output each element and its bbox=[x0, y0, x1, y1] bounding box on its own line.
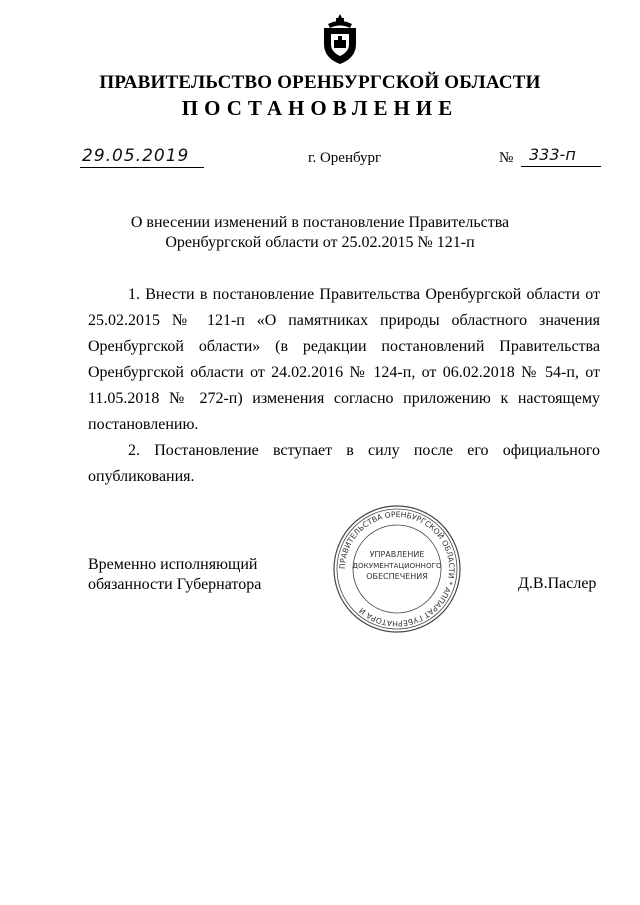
number-sign: № bbox=[499, 150, 514, 166]
signatory-position bbox=[88, 555, 261, 595]
paragraph-1: 1. Внести в постановление Правительства Оренбургской области от 25.02.2015 № 121-п «О памятниках природы областного значения Оренбургской области» (в редакции постановлений Правительства Оренбургской области от 24.02.2016 № 124-п, от 06.02.2018 № 54-п, от 11.05.2018 № 272-п) изменения согласно приложению к настоящему постановлению. bbox=[88, 286, 600, 433]
seal-ring-text: ПРАВИТЕЛЬСТВА ОРЕНБУРГСКОЙ ОБЛАСТИ * АППАРАТ ГУБЕРНАТОРА И bbox=[337, 509, 457, 629]
seal-line-1: УПРАВЛЕНИЕ bbox=[369, 550, 425, 559]
signatory-name: Д.В.Паслер bbox=[518, 575, 597, 592]
position-line-2: обязанности Губернатора bbox=[88, 576, 262, 593]
document-body bbox=[88, 282, 600, 490]
city-label: г. Оренбург bbox=[308, 150, 382, 166]
date-field bbox=[80, 146, 204, 172]
number-underline bbox=[521, 166, 601, 167]
handwritten-date: 29.05.2019 bbox=[82, 146, 190, 166]
document-subject bbox=[0, 213, 640, 253]
seal-line-3: ОБЕСПЕЧЕНИЯ bbox=[366, 572, 428, 581]
date-underline bbox=[80, 167, 204, 168]
position-line-1: Временно исполняющий bbox=[88, 556, 258, 573]
handwritten-number: 333-п bbox=[529, 145, 576, 164]
paragraph-2: 2. Постановление вступает в силу после его официального опубликования. bbox=[88, 442, 600, 485]
subject-line-2: Оренбургской области от 25.02.2015 № 121-п bbox=[165, 234, 475, 251]
coat-of-arms-icon bbox=[322, 14, 358, 66]
seal-line-2: ДОКУМЕНТАЦИОННОГО bbox=[352, 561, 442, 570]
document-type: ПОСТАНОВЛЕНИЕ bbox=[181, 96, 459, 120]
subject-line-1: О внесении изменений в постановление Правительства bbox=[130, 214, 510, 231]
official-seal-stamp bbox=[331, 503, 463, 635]
number-field bbox=[521, 144, 601, 170]
government-title: ПРАВИТЕЛЬСТВО ОРЕНБУРГСКОЙ ОБЛАСТИ bbox=[99, 72, 541, 93]
